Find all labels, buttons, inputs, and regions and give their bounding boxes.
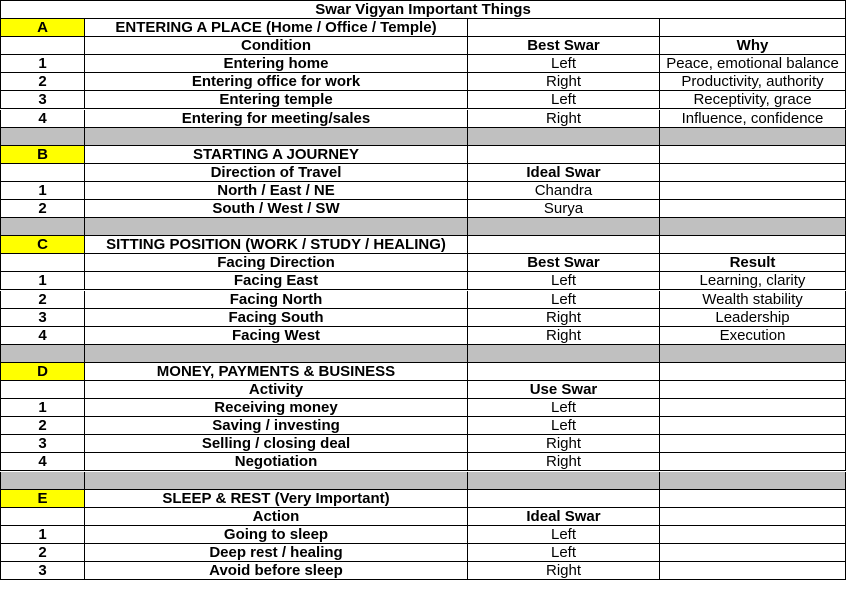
sheet-title: Swar Vigyan Important Things <box>0 0 846 19</box>
row-item: Entering for meeting/sales <box>85 110 468 128</box>
row-note: Execution <box>660 327 846 345</box>
section-gap-row <box>0 218 846 236</box>
table-row <box>0 399 846 417</box>
section-empty-cell <box>660 236 846 254</box>
row-number: 1 <box>0 526 85 544</box>
row-note <box>660 417 846 435</box>
row-item: Facing South <box>85 309 468 327</box>
row-number: 2 <box>0 417 85 435</box>
section-letter: A <box>0 19 85 37</box>
row-item: Negotiation <box>85 453 468 471</box>
column-header: Direction of Travel <box>85 164 468 182</box>
table-row <box>0 55 846 73</box>
row-number: 4 <box>0 110 85 128</box>
row-item: Facing North <box>85 291 468 309</box>
table-row <box>0 291 846 309</box>
column-header: Best Swar <box>468 37 660 55</box>
row-item: North / East / NE <box>85 182 468 200</box>
row-note: Leadership <box>660 309 846 327</box>
column-header: Best Swar <box>468 254 660 272</box>
row-swar: Chandra <box>468 182 660 200</box>
row-number: 1 <box>0 182 85 200</box>
table-row <box>0 327 846 345</box>
gap-cell <box>660 345 846 363</box>
table-row <box>0 110 846 128</box>
row-item: Entering office for work <box>85 73 468 91</box>
gap-cell <box>85 218 468 236</box>
row-swar: Left <box>468 526 660 544</box>
column-header-row <box>0 37 846 55</box>
column-header: Why <box>660 37 846 55</box>
gap-cell <box>0 345 85 363</box>
table-row <box>0 73 846 91</box>
gap-cell <box>0 472 85 490</box>
row-swar: Right <box>468 453 660 471</box>
section-gap-row <box>0 345 846 363</box>
row-number: 2 <box>0 200 85 218</box>
section-title: MONEY, PAYMENTS & BUSINESS <box>85 363 468 381</box>
column-header: Result <box>660 254 846 272</box>
row-number: 1 <box>0 399 85 417</box>
column-header-row <box>0 254 846 272</box>
row-number: 4 <box>0 453 85 471</box>
table-row <box>0 562 846 580</box>
row-note <box>660 200 846 218</box>
section-title: STARTING A JOURNEY <box>85 146 468 164</box>
row-number: 3 <box>0 91 85 109</box>
table-row <box>0 417 846 435</box>
row-note <box>660 453 846 471</box>
row-number: 3 <box>0 562 85 580</box>
section-empty-cell <box>468 490 660 508</box>
column-header-row <box>0 508 846 526</box>
table-row <box>0 182 846 200</box>
row-number: 3 <box>0 435 85 453</box>
table-row <box>0 526 846 544</box>
section-empty-cell <box>660 146 846 164</box>
row-note <box>660 526 846 544</box>
column-header: Ideal Swar <box>468 164 660 182</box>
column-header: Activity <box>85 381 468 399</box>
header-index-cell <box>0 37 85 55</box>
table-row <box>0 544 846 562</box>
section-empty-cell <box>468 146 660 164</box>
row-item: Facing West <box>85 327 468 345</box>
row-swar: Left <box>468 544 660 562</box>
column-header-row <box>0 381 846 399</box>
row-item: Entering temple <box>85 91 468 109</box>
section-header-row <box>0 146 846 164</box>
gap-cell <box>85 128 468 146</box>
row-item: Deep rest / healing <box>85 544 468 562</box>
row-note: Wealth stability <box>660 291 846 309</box>
gap-cell <box>0 128 85 146</box>
row-number: 2 <box>0 544 85 562</box>
header-index-cell <box>0 508 85 526</box>
row-number: 4 <box>0 327 85 345</box>
row-item: Facing East <box>85 272 468 290</box>
row-note: Productivity, authority <box>660 73 846 91</box>
section-gap-row <box>0 128 846 146</box>
row-swar: Left <box>468 55 660 73</box>
column-header <box>660 164 846 182</box>
gap-cell <box>660 128 846 146</box>
table-row <box>0 91 846 109</box>
section-letter: E <box>0 490 85 508</box>
row-swar: Right <box>468 309 660 327</box>
row-note <box>660 544 846 562</box>
row-note: Receptivity, grace <box>660 91 846 109</box>
gap-cell <box>468 345 660 363</box>
row-number: 2 <box>0 73 85 91</box>
row-note <box>660 182 846 200</box>
row-item: Selling / closing deal <box>85 435 468 453</box>
row-number: 2 <box>0 291 85 309</box>
section-letter: C <box>0 236 85 254</box>
row-swar: Right <box>468 562 660 580</box>
section-header-row <box>0 490 846 508</box>
section-empty-cell <box>660 490 846 508</box>
row-item: Entering home <box>85 55 468 73</box>
section-letter: D <box>0 363 85 381</box>
section-title: SLEEP & REST (Very Important) <box>85 490 468 508</box>
table-row <box>0 453 846 471</box>
table-row <box>0 435 846 453</box>
gap-cell <box>85 472 468 490</box>
row-swar: Right <box>468 110 660 128</box>
gap-cell <box>85 345 468 363</box>
gap-cell <box>0 218 85 236</box>
section-gap-row <box>0 472 846 490</box>
table-row <box>0 200 846 218</box>
row-swar: Left <box>468 417 660 435</box>
row-swar: Surya <box>468 200 660 218</box>
section-empty-cell <box>468 363 660 381</box>
row-swar: Left <box>468 399 660 417</box>
row-item: Avoid before sleep <box>85 562 468 580</box>
row-note <box>660 435 846 453</box>
header-index-cell <box>0 254 85 272</box>
row-swar: Right <box>468 327 660 345</box>
row-number: 3 <box>0 309 85 327</box>
section-header-row <box>0 19 846 37</box>
section-header-row <box>0 363 846 381</box>
row-item: Saving / investing <box>85 417 468 435</box>
row-swar: Right <box>468 73 660 91</box>
gap-cell <box>660 218 846 236</box>
row-swar: Left <box>468 291 660 309</box>
row-number: 1 <box>0 55 85 73</box>
title-row <box>0 0 846 19</box>
row-swar: Left <box>468 272 660 290</box>
table-row <box>0 272 846 290</box>
row-note <box>660 562 846 580</box>
section-empty-cell <box>660 363 846 381</box>
header-index-cell <box>0 381 85 399</box>
row-swar: Right <box>468 435 660 453</box>
column-header: Ideal Swar <box>468 508 660 526</box>
row-note: Influence, confidence <box>660 110 846 128</box>
row-note <box>660 399 846 417</box>
section-title: SITTING POSITION (WORK / STUDY / HEALING) <box>85 236 468 254</box>
row-swar: Left <box>468 91 660 109</box>
column-header-row <box>0 164 846 182</box>
gap-cell <box>468 472 660 490</box>
header-index-cell <box>0 164 85 182</box>
section-empty-cell <box>468 236 660 254</box>
column-header: Action <box>85 508 468 526</box>
row-note: Peace, emotional balance <box>660 55 846 73</box>
section-letter: B <box>0 146 85 164</box>
section-title: ENTERING A PLACE (Home / Office / Temple) <box>85 19 468 37</box>
row-item: Going to sleep <box>85 526 468 544</box>
column-header: Facing Direction <box>85 254 468 272</box>
gap-cell <box>468 128 660 146</box>
section-empty-cell <box>660 19 846 37</box>
section-header-row <box>0 236 846 254</box>
column-header: Use Swar <box>468 381 660 399</box>
section-empty-cell <box>468 19 660 37</box>
row-item: Receiving money <box>85 399 468 417</box>
gap-cell <box>660 472 846 490</box>
column-header <box>660 508 846 526</box>
table-row <box>0 309 846 327</box>
row-note: Learning, clarity <box>660 272 846 290</box>
column-header: Condition <box>85 37 468 55</box>
gap-cell <box>468 218 660 236</box>
row-number: 1 <box>0 272 85 290</box>
row-item: South / West / SW <box>85 200 468 218</box>
column-header <box>660 381 846 399</box>
